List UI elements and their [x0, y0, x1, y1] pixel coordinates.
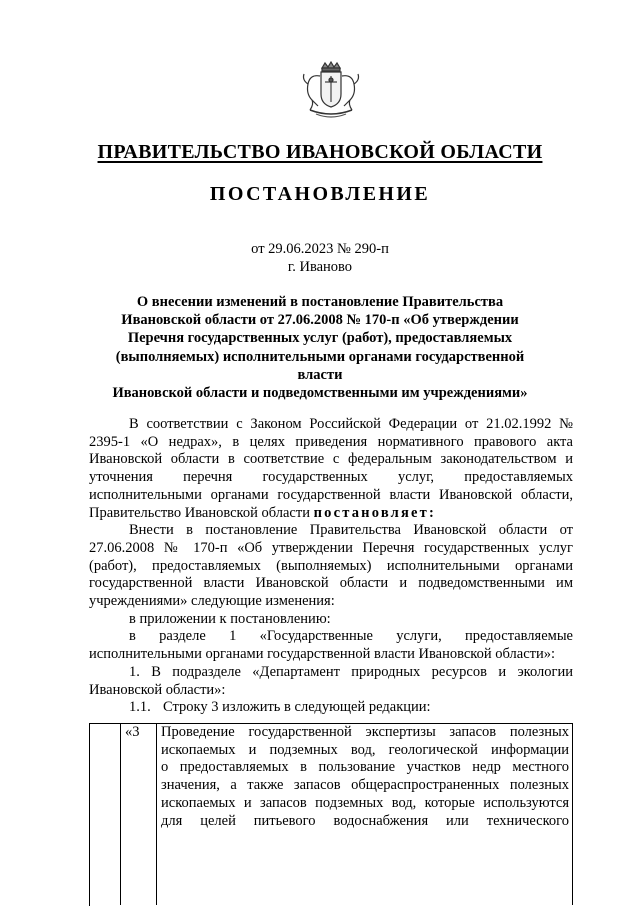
table-line: о предоставляемых в пользование участков недр местного	[161, 759, 569, 776]
paragraph-appendix: в приложении к постановлению:	[129, 610, 331, 627]
table-cell-row-number: «3	[120, 723, 156, 905]
table-line: ископаемых и запасов подземных вод, которые используются	[161, 794, 569, 811]
document-type: ПОСТАНОВЛЕНИЕ	[209, 183, 431, 205]
document-city: г. Иваново	[287, 259, 353, 275]
document-date-number: от 29.06.2023 № 290-п	[251, 241, 389, 257]
document-body	[89, 416, 573, 717]
subject-line: Ивановской области от 27.06.2008 № 170-п «Об утверждении	[121, 312, 519, 329]
subject-line: Ивановской области и подведомственными им учреждениями»	[112, 385, 528, 402]
decree-word: постановляет:	[313, 504, 437, 521]
item-number: 1.1.	[129, 699, 151, 716]
paragraph-preamble	[89, 416, 573, 522]
paragraph-subsection: 1. В подразделе «Департамент природных ресурсов и экологии Ивановской области»:	[89, 663, 573, 698]
table-cell-service-text	[156, 723, 573, 905]
subject-line: Перечня государственных услуг (работ), предоставляемых	[127, 330, 513, 347]
coat-of-arms-icon	[296, 60, 366, 120]
government-title: ПРАВИТЕЛЬСТВО ИВАНОВСКОЙ ОБЛАСТИ	[97, 141, 543, 163]
subject-line: О внесении изменений в постановление Правительства	[136, 294, 504, 310]
document-subject	[96, 293, 544, 402]
preamble-text: В соответствии с Законом Российской Федерации от 21.02.1992 № 2395-1 «О недрах», в целях приведения нормативного правового акта Ивановской области в соответствие с федеральным законодательством и уточнения перечня государственных услуг, предоставляемых исполнительными органами государственной власти Ивановской области, Правительство Ивановской области	[89, 416, 573, 521]
item-text: Строку 3 изложить в следующей редакции:	[163, 699, 431, 716]
table-line: значения, а также запасов общераспространенных полезных	[161, 777, 569, 794]
paragraph-item-1-1	[89, 699, 573, 717]
table-cell-empty	[89, 723, 121, 906]
table-line: Проведение государственной экспертизы запасов полезных	[161, 724, 569, 740]
table-line: ископаемых и подземных вод, геологической информации	[161, 741, 569, 758]
subject-line: (выполняемых) исполнительными органами государственной власти	[115, 348, 525, 383]
paragraph-section: в разделе 1 «Государственные услуги, предоставляемые исполнительными органами государственной власти Ивановской области»:	[89, 628, 573, 663]
paragraph-amend: Внести в постановление Правительства Ивановской области от 27.06.2008 № 170-п «Об утверждении Перечня государственных услуг (работ), предоставляемых (выполняемых) исполнительными органами государственной власти Ивановской области и подведомственными им учреждениями» следующие изменения:	[89, 522, 573, 610]
table-line: для целей питьевого водоснабжения или технического	[161, 812, 569, 829]
amendment-table	[89, 723, 573, 905]
